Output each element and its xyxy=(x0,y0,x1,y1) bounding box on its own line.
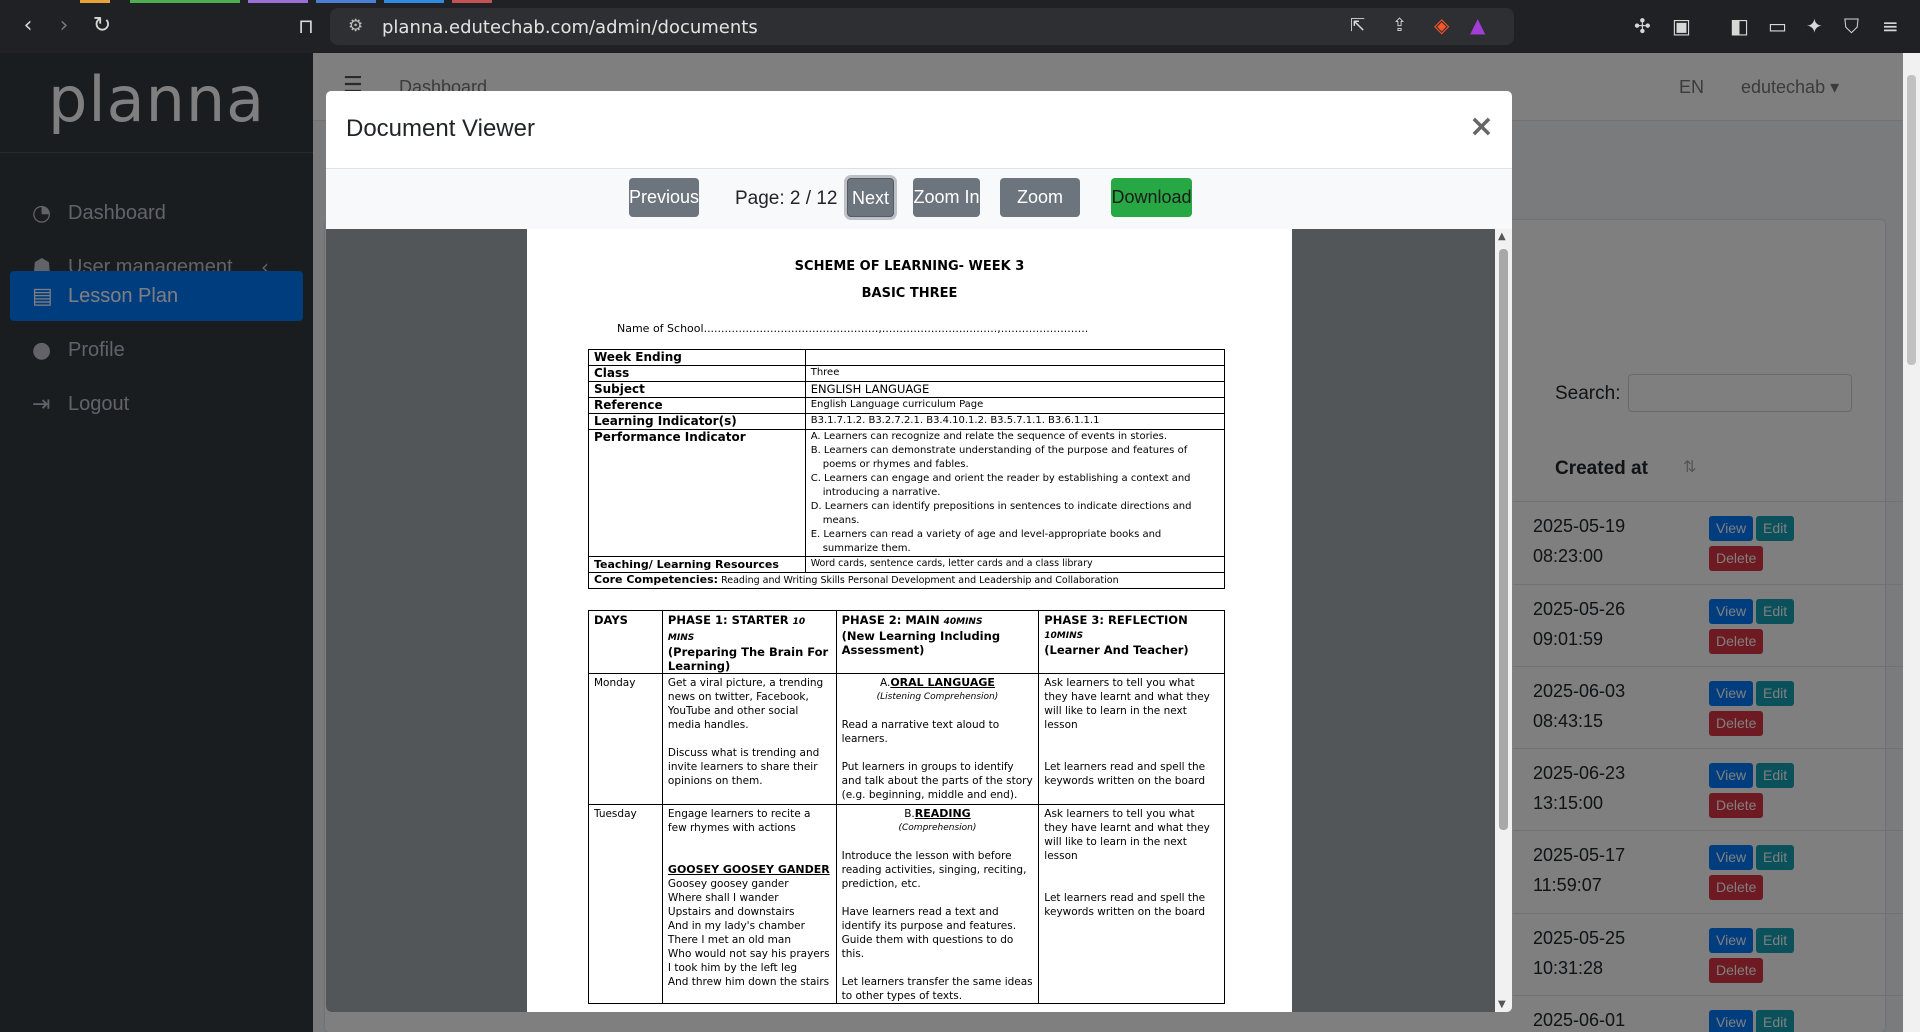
monday-reflect-1: Ask learners to tell you what they have learnt and what they will like to learn in the next lesson xyxy=(1044,677,1210,731)
wallet-icon[interactable]: ▭ xyxy=(1768,14,1787,38)
competencies-value: Reading and Writing Skills Personal Development and Leadership and Collaboration xyxy=(721,575,1119,586)
phase2-header xyxy=(836,611,1039,674)
brave-shield-icon[interactable]: ◈ xyxy=(1434,13,1450,37)
document-viewer-modal xyxy=(326,91,1512,1012)
tuesday-main-3: Let learners transfer the same ideas to other types of texts. xyxy=(841,976,1033,1002)
phase2-time: 40MINS xyxy=(943,617,983,627)
phase1-title: PHASE 1: STARTER xyxy=(667,613,789,627)
monday-day: Monday xyxy=(589,674,663,805)
next-button[interactable]: Next xyxy=(847,178,894,217)
performance-item: A. Learners can recognize and relate the sequence of events in stories. xyxy=(810,431,1168,442)
tuesday-reflect-1: Ask learners to tell you what they have learnt and what they will like to learn in the next lesson xyxy=(1044,808,1210,862)
competencies-row xyxy=(589,573,1225,589)
leo-ai-icon[interactable]: ✦ xyxy=(1806,14,1823,38)
rhyme-title: GOOSEY GOOSEY GANDER xyxy=(667,863,830,876)
tuesday-main-heading: READING xyxy=(914,807,971,820)
rhyme-line: And threw him down the stairs xyxy=(667,976,830,988)
monday-main-1: Read a narrative text aloud to learners. xyxy=(841,719,1000,745)
monday-starter-1: Get a viral picture, a trending news on twitter, Facebook, YouTube and other social media handles. xyxy=(667,677,824,731)
lesson-phases-table xyxy=(588,610,1225,1004)
tuesday-starter-1: Engage learners to recite a few rhymes with actions xyxy=(667,808,811,834)
tuesday-reflect-2: Let learners read and spell the keywords written on the board xyxy=(1044,892,1206,918)
document-title: SCHEME OF LEARNING- WEEK 3 xyxy=(794,259,1025,274)
scroll-up-icon[interactable]: ▲ xyxy=(1498,231,1506,242)
close-icon[interactable]: × xyxy=(1468,109,1494,144)
tuesday-day: Tuesday xyxy=(589,805,663,1004)
pdf-viewer[interactable] xyxy=(326,229,1512,1012)
rhyme-line: There I met an old man xyxy=(667,934,791,946)
resources-value: Word cards, sentence cards, letter cards and a class library xyxy=(805,557,1224,573)
subject-value: ENGLISH LANGUAGE xyxy=(805,382,1224,398)
competencies-label: Core Competencies: xyxy=(594,573,719,586)
week-ending-value xyxy=(805,350,1224,366)
download-button[interactable]: Download xyxy=(1111,178,1192,217)
menu-icon[interactable]: ≡ xyxy=(1882,14,1899,38)
tuesday-main-prefix: B. xyxy=(904,808,915,820)
brave-rewards-icon[interactable]: ▲ xyxy=(1470,13,1486,37)
rhyme-line: Goosey goosey gander xyxy=(667,878,789,890)
class-value: Three xyxy=(805,366,1224,382)
back-icon[interactable]: ‹ xyxy=(23,13,33,38)
page-scrollbar[interactable] xyxy=(1903,53,1920,1032)
performance-item: E. Learners can read a variety of age and level-appropriate books and summarize them. xyxy=(810,529,1162,554)
indicators-label: Learning Indicator(s) xyxy=(589,414,806,430)
monday-main-heading: ORAL LANGUAGE xyxy=(890,676,995,689)
zoom-in-button[interactable]: Zoom In xyxy=(913,178,980,217)
lesson-info-table xyxy=(588,349,1225,589)
modal-header xyxy=(326,91,1512,169)
phase1-header xyxy=(662,611,836,674)
phase1-sub: (Preparing The Brain For Learning) xyxy=(667,645,829,673)
share-icon[interactable]: ⇪ xyxy=(1392,15,1408,36)
school-name-line: Name of School..................................................,.................................,......................... xyxy=(617,322,1089,335)
week-ending-label: Week Ending xyxy=(589,350,806,366)
viewer-scrollbar-thumb[interactable] xyxy=(1499,249,1508,830)
sidebar-toggle-icon[interactable]: ◧ xyxy=(1730,14,1749,38)
phase2-title: PHASE 2: MAIN xyxy=(841,613,940,627)
phase3-sub: (Learner And Teacher) xyxy=(1044,643,1189,657)
scroll-down-icon[interactable]: ▼ xyxy=(1498,999,1506,1010)
class-label: Class xyxy=(589,366,806,382)
page-indicator: Page: 2 / 12 xyxy=(735,188,838,209)
monday-main xyxy=(836,674,1039,805)
modal-title: Document Viewer xyxy=(346,115,535,142)
subject-label: Subject xyxy=(589,382,806,398)
document-subtitle: BASIC THREE xyxy=(861,286,958,301)
phase1-time: 10 MINS xyxy=(667,617,806,643)
monday-main-sub: (Listening Comprehension) xyxy=(876,692,999,702)
days-header: DAYS xyxy=(589,611,663,674)
phase3-title: PHASE 3: REFLECTION xyxy=(1044,613,1188,627)
address-bar[interactable] xyxy=(330,8,1514,45)
performance-item: D. Learners can identify prepositions in sentences to indicate directions and means. xyxy=(810,501,1192,526)
rhyme-line: Where shall I wander xyxy=(667,892,779,904)
page-scrollbar-thumb[interactable] xyxy=(1907,75,1916,365)
indicators-value: B3.1.7.1.2. B3.2.7.2.1. B3.4.10.1.2. B3.5.7.1.1. B3.6.1.1.1 xyxy=(805,414,1224,430)
rhyme-line: Upstairs and downstairs xyxy=(667,906,795,918)
tuesday-reflection xyxy=(1039,805,1225,1004)
monday-main-2: Put learners in groups to identify and talk about the parts of the story (e.g. beginning, middle and end). xyxy=(841,761,1033,801)
viewer-scrollbar[interactable] xyxy=(1495,229,1512,1012)
rhyme-line: I took him by the left leg xyxy=(667,962,798,974)
site-settings-icon[interactable]: ⚙ xyxy=(348,16,364,36)
reading-list-icon[interactable]: ▣ xyxy=(1672,14,1691,38)
phase2-sub: (New Learning Including Assessment) xyxy=(841,629,1001,657)
browser-chrome xyxy=(0,0,1920,53)
url-text[interactable]: planna.edutechab.com/admin/documents xyxy=(382,17,758,38)
monday-main-title xyxy=(842,676,1034,690)
performance-label: Performance Indicator xyxy=(589,430,806,557)
reload-icon[interactable]: ↻ xyxy=(92,13,112,38)
tuesday-main-sub: (Comprehension) xyxy=(898,823,977,833)
performance-list xyxy=(805,430,1224,557)
reference-label: Reference xyxy=(589,398,806,414)
tuesday-main-title xyxy=(842,807,1034,821)
resources-label: Teaching/ Learning Resources xyxy=(589,557,806,573)
previous-button[interactable]: Previous xyxy=(629,178,699,217)
tuesday-main-2: Have learners read a text and identify its purpose and features. Guide them with questions to do this. xyxy=(841,906,1017,960)
monday-starter xyxy=(662,674,836,805)
pdf-page xyxy=(527,229,1292,1012)
open-external-icon[interactable]: ⇱ xyxy=(1350,15,1366,36)
vpn-icon[interactable]: ⛉ xyxy=(1844,14,1859,38)
viewer-toolbar xyxy=(326,169,1512,229)
tuesday-starter xyxy=(662,805,836,1004)
monday-starter-2: Discuss what is trending and invite learners to share their opinions on them. xyxy=(667,747,820,787)
performance-item: B. Learners can demonstrate understanding of the purpose and features of poems or rhymes and fables. xyxy=(810,445,1188,470)
phase3-time: 10MINS xyxy=(1044,631,1084,641)
rhyme-line: And in my lady's chamber xyxy=(667,920,805,932)
forward-icon[interactable]: › xyxy=(59,13,69,38)
monday-reflection xyxy=(1039,674,1225,805)
reference-value: English Language curriculum Page xyxy=(805,398,1224,414)
monday-main-prefix: A. xyxy=(879,677,891,689)
tuesday-main-1: Introduce the lesson with before reading activities, singing, reciting, prediction, etc. xyxy=(841,850,1027,890)
tab-strip xyxy=(0,0,1920,3)
bookmark-icon[interactable]: ⊓ xyxy=(298,14,314,38)
rhyme-line: Who would not say his prayers xyxy=(667,948,830,960)
extensions-icon[interactable]: ✣ xyxy=(1634,14,1651,38)
monday-reflect-2: Let learners read and spell the keywords written on the board xyxy=(1044,761,1206,787)
phase3-header xyxy=(1039,611,1225,674)
zoom-out-button[interactable]: Zoom xyxy=(1000,178,1080,217)
performance-item: C. Learners can engage and orient the reader by establishing a context and introducing a narrative. xyxy=(810,473,1191,498)
tuesday-main xyxy=(836,805,1039,1004)
